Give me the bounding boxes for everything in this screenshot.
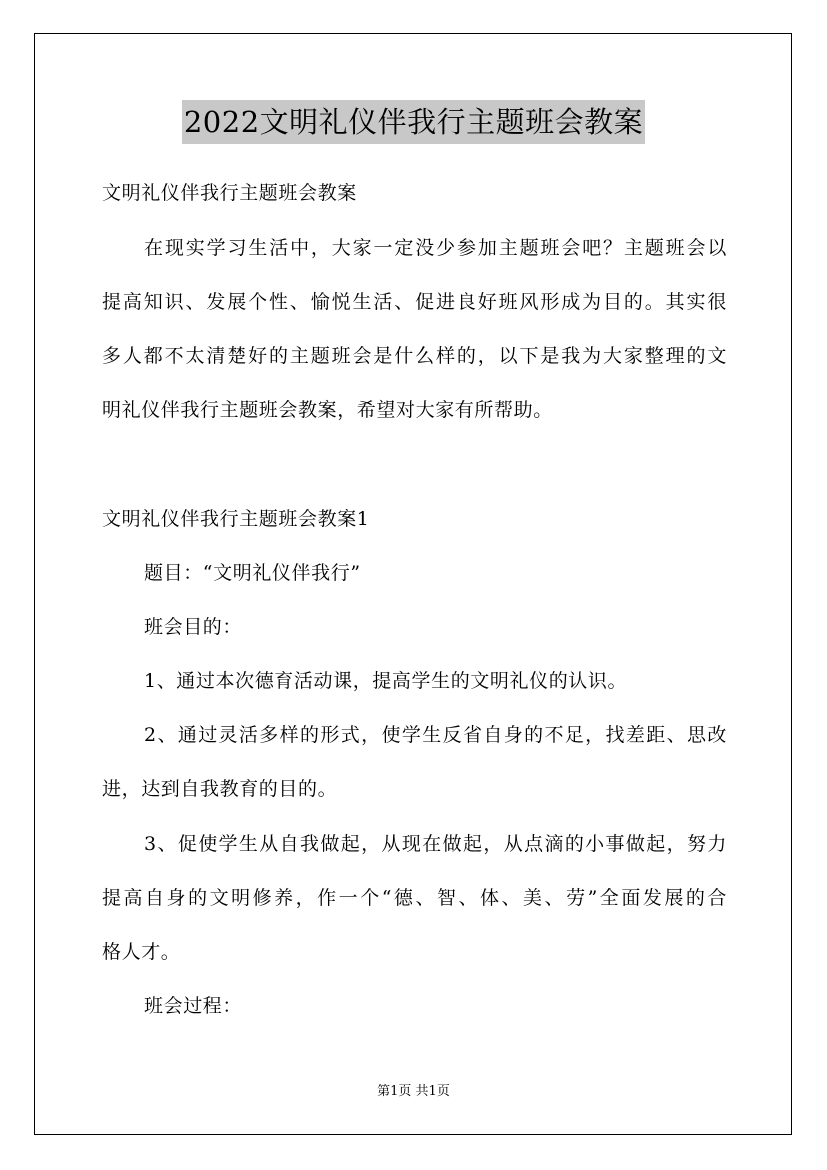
- title-container: [0, 100, 827, 144]
- purpose-heading: 班会目的：: [144, 616, 243, 638]
- purpose-item-3-line-2: 提高自身的文明修养，作一个“德、智、体、美、劳”全面发展的合: [102, 887, 727, 909]
- process-heading: 班会过程：: [144, 995, 243, 1017]
- purpose-item-2-line-1: 2、通过灵活多样的形式，使学生反省自身的不足，找差距、思改: [144, 724, 727, 746]
- intro-line-3: 多人都不太清楚好的主题班会是什么样的，以下是我为大家整理的文: [102, 345, 727, 367]
- page-footer: 第1页 共1页: [377, 1084, 450, 1099]
- purpose-item-3-line-1: 3、促使学生从自我做起，从现在做起，从点滴的小事做起，努力: [144, 833, 727, 855]
- purpose-item-1: 1、通过本次德育活动课，提高学生的文明礼仪的认识。: [144, 670, 628, 692]
- document-title: 2022文明礼仪伴我行主题班会教案: [182, 100, 645, 144]
- purpose-item-2-line-2: 进，达到自我教育的目的。: [102, 778, 338, 800]
- purpose-item-3-line-3: 格人才。: [102, 941, 181, 963]
- section-heading: 文明礼仪伴我行主题班会教案1: [102, 508, 370, 530]
- topic-line: 题目：“文明礼仪伴我行”: [144, 562, 361, 584]
- intro-line-2: 提高知识、发展个性、愉悦生活、促进良好班风形成为目的。其实很: [102, 291, 727, 313]
- subtitle-line: 文明礼仪伴我行主题班会教案: [102, 182, 357, 204]
- intro-line-1: 在现实学习生活中，大家一定没少参加主题班会吧？主题班会以: [144, 237, 727, 259]
- intro-line-4: 明礼仪伴我行主题班会教案，希望对大家有所帮助。: [102, 399, 553, 421]
